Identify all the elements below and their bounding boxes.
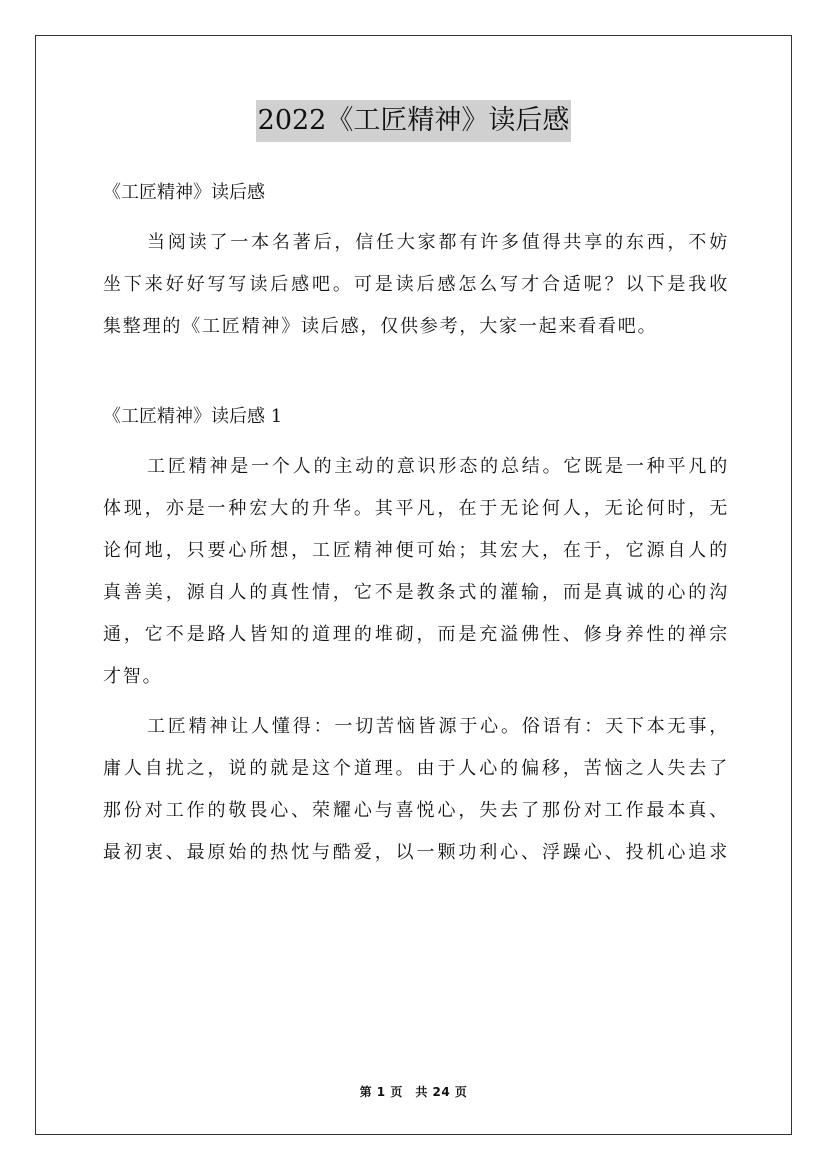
- intro-line: 坐下来好好写写读后感吧。可是读后感怎么写才合适呢？以下是我收: [103, 274, 729, 295]
- paragraph-line: 体现，亦是一种宏大的升华。其平凡，在于无论何人，无论何时，无: [103, 498, 729, 519]
- paragraph-line: 最初衷、最原始的热忱与酷爱，以一颗功利心、浮躁心、投机心追求: [103, 842, 729, 863]
- document-title: 2022《工匠精神》读后感: [256, 100, 572, 142]
- paragraph-line: 工匠精神让人懂得：一切苦恼皆源于心。俗语有：天下本无事，: [147, 716, 729, 737]
- intro-line: 当阅读了一本名著后，信任大家都有许多值得共享的东西，不妨: [147, 232, 729, 253]
- paragraph-line: 真善美，源自人的真性情，它不是教条式的灌输，而是真诚的心的沟: [103, 582, 729, 603]
- paragraph-line: 庸人自扰之，说的就是这个道理。由于人心的偏移，苦恼之人失去了: [103, 758, 729, 779]
- paragraph-line: 才智。: [103, 666, 163, 687]
- section1-paragraph-2: [103, 706, 729, 874]
- intro-line: 集整理的《工匠精神》读后感，仅供参考，大家一起来看看吧。: [103, 316, 658, 337]
- paragraph-line: 论何地，只要心所想，工匠精神便可始；其宏大，在于，它源自人的: [103, 540, 729, 561]
- page-number: 第 1 页 共 24 页: [359, 1085, 468, 1099]
- section-heading: 《工匠精神》读后感 1: [103, 406, 283, 427]
- title-container: [0, 100, 827, 142]
- paragraph-line: 通，它不是路人皆知的道理的堆砌，而是充溢佛性、修身养性的禅宗: [103, 624, 729, 645]
- document-body: [103, 172, 729, 874]
- intro-paragraph: [103, 222, 729, 348]
- document-subtitle: 《工匠精神》读后感: [103, 182, 265, 203]
- section1-paragraph-1: [103, 446, 729, 698]
- paragraph-line: 那份对工作的敬畏心、荣耀心与喜悦心，失去了那份对工作最本真、: [103, 800, 729, 821]
- paragraph-line: 工匠精神是一个人的主动的意识形态的总结。它既是一种平凡的: [147, 456, 729, 477]
